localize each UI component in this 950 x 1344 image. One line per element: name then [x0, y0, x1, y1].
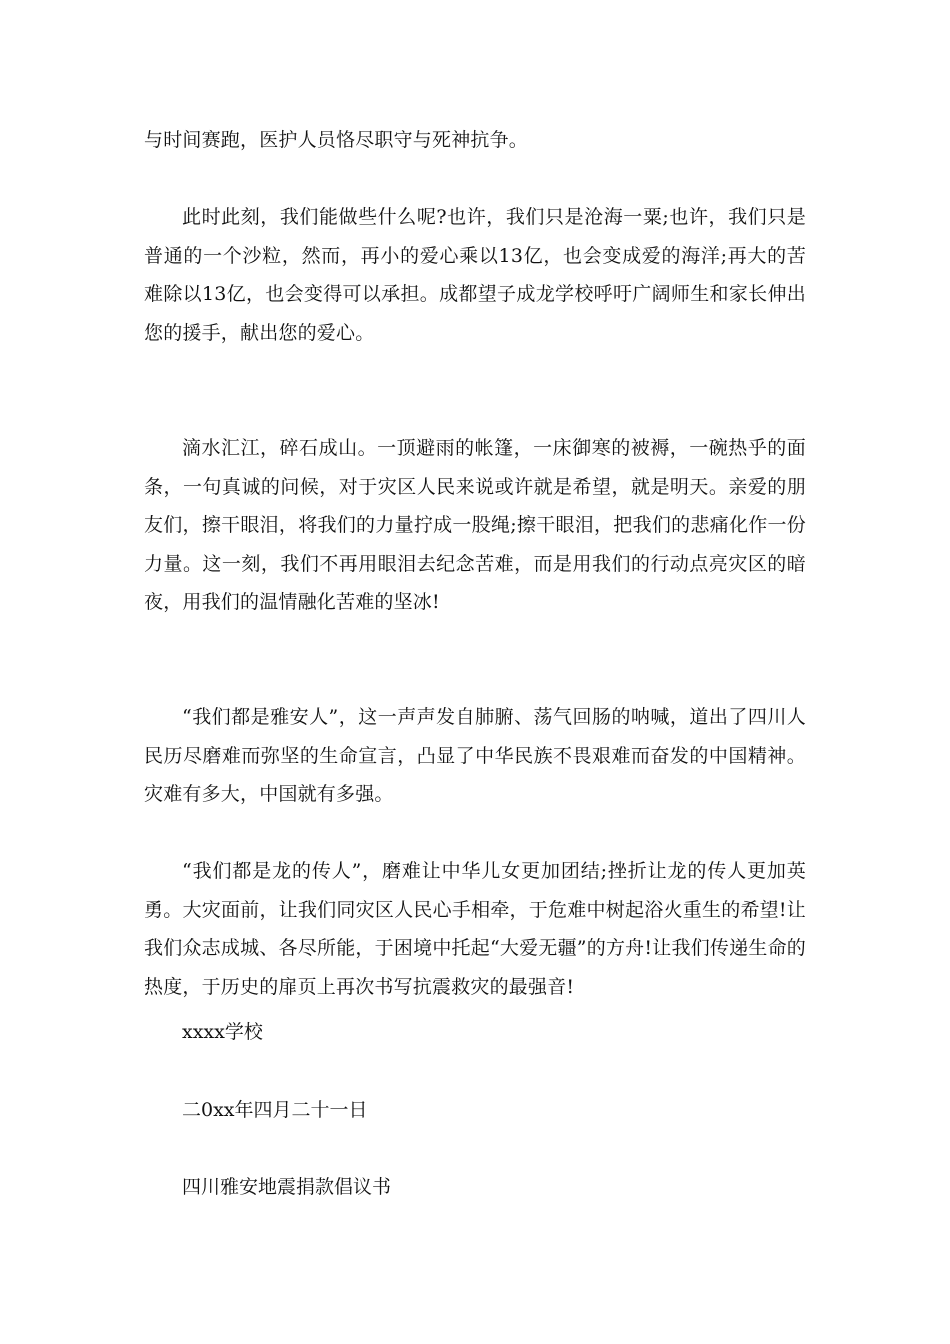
signature-date: 二0xx年四月二十一日: [182, 1099, 368, 1121]
paragraph-dragon-descendants: “我们都是龙的传人”，磨难让中华儿女更加团结;挫折让龙的传人更加英勇。大灾面前，让我们同灾区人民心手相牵，于危难中树起浴火重生的希望!让我们众志成城、各尽所能，于困境中托起“大爱无疆”的方舟!让我们传递生命的热度，于历史的扉页上再次书写抗震救灾的最强音!: [144, 860, 806, 998]
signature-school: xxxx学校: [182, 1021, 263, 1043]
paragraph-we-are-yaan: “我们都是雅安人”，这一声声发自肺腑、荡气回肠的呐喊，道出了四川人民历尽磨难而弥坚的生命宣言，凸显了中华民族不畏艰难而奋发的中国精神。灾难有多大，中国就有多强。: [144, 706, 806, 805]
paragraph-dripping-water: 滴水汇江，碎石成山。一顶避雨的帐篷，一床御寒的被褥，一碗热乎的面条，一句真诚的问候，对于灾区人民来说或许就是希望，就是明天。亲爱的朋友们，擦干眼泪，将我们的力量拧成一股绳;擦干眼泪，把我们的悲痛化作一份力量。这一刻，我们不再用眼泪去纪念苦难，而是用我们的行动点亮灾区的暗夜，用我们的温情融化苦难的坚冰!: [144, 437, 806, 613]
paragraph-continuation: 与时间赛跑，医护人员恪尽职守与死神抗争。: [144, 129, 529, 151]
section-title: 四川雅安地震捐款倡议书: [182, 1176, 392, 1198]
paragraph-what-can-we-do: 此时此刻，我们能做些什么呢?也许，我们只是沧海一粟;也许，我们只是普通的一个沙粒，然而，再小的爱心乘以13亿，也会变成爱的海洋;再大的苦难除以13亿，也会变得可以承担。成都望子成龙学校呼吁广阔师生和家长伸出您的援手，献出您的爱心。: [144, 206, 806, 344]
